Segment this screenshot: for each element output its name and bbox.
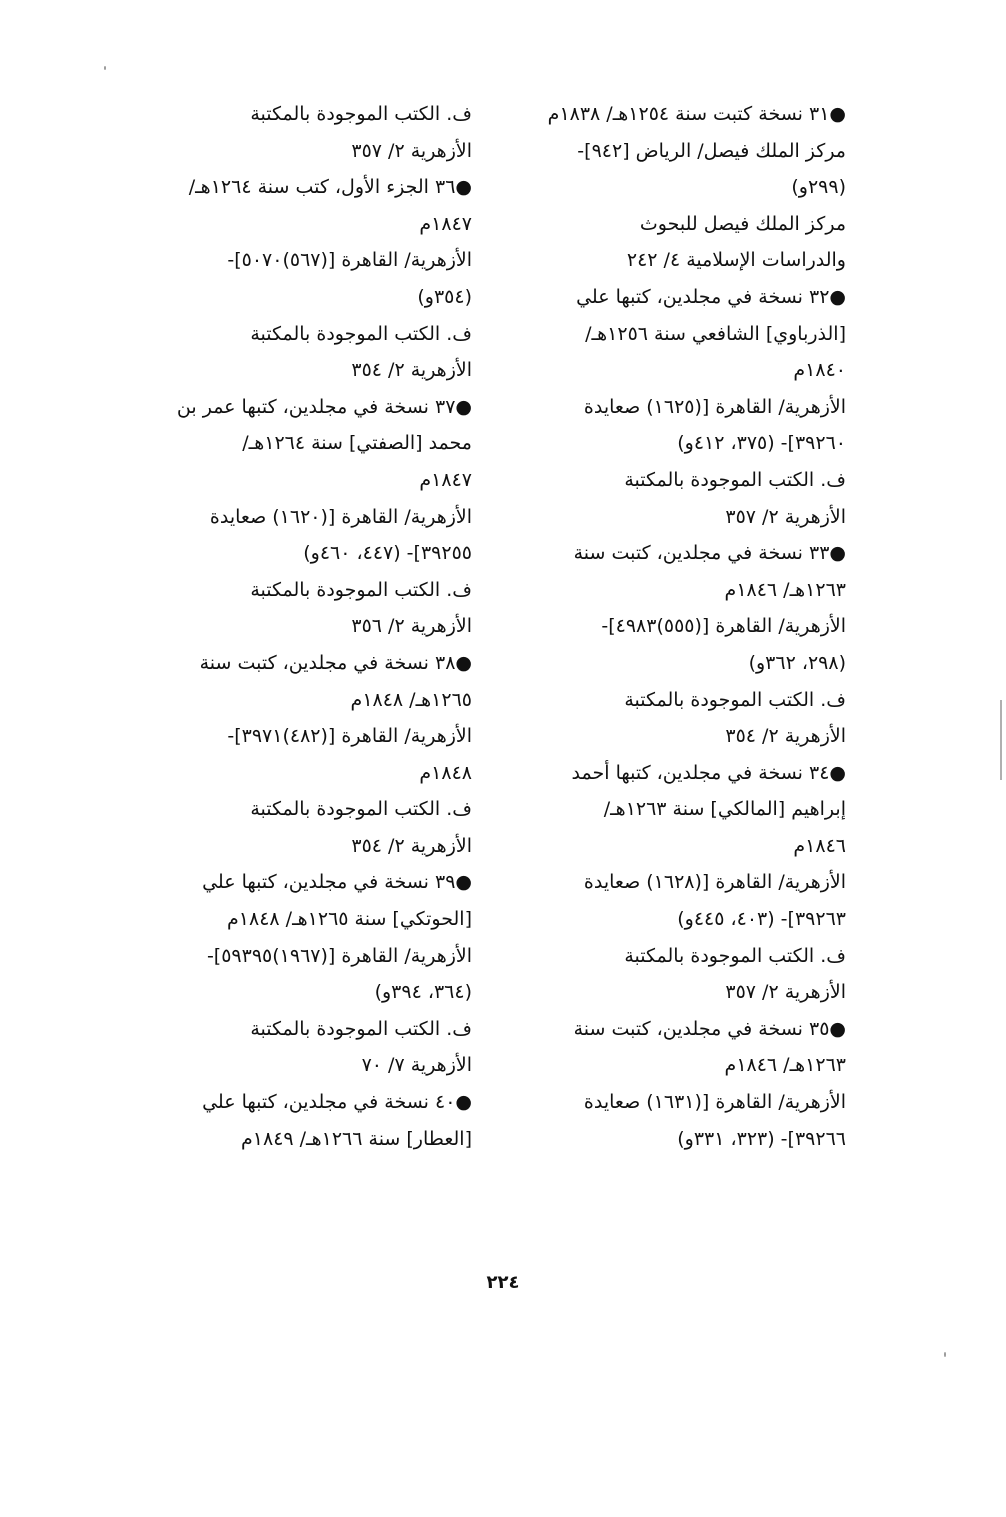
- text-line: ١٨٤٠م: [793, 359, 846, 382]
- page-number: ٢٢٤: [486, 1272, 520, 1293]
- text-line: ف. الكتب الموجودة بالمكتبة: [624, 688, 846, 711]
- text-line: الأزهرية ٢/ ٣٥٧: [725, 981, 846, 1004]
- text-line: ف. الكتب الموجودة بالمكتبة: [624, 944, 846, 967]
- text-line: ف. الكتب الموجودة بالمكتبة: [250, 798, 472, 821]
- text-line: الأزهرية ٢/ ٣٥٦: [351, 615, 472, 638]
- text-line: الأزهرية/ القاهرة [(٤٨٢)٣٩٧١]-: [227, 725, 472, 748]
- text-line: (٣٦٤، ٣٩٤و): [374, 981, 472, 1004]
- text-line: [العطار] سنة ١٢٦٦هـ/ ١٨٤٩م: [241, 1127, 472, 1150]
- text-line: ف. الكتب الموجودة بالمكتبة: [250, 578, 472, 601]
- text-line: ●٤٠ نسخة في مجلدين، كتبها علي: [202, 1091, 472, 1114]
- text-line: الأزهرية/ القاهرة [(١٩٦٧)٥٩٣٩٥]-: [206, 944, 472, 967]
- text-line: ٣٩٢٥٥]- (٤٤٧، ٤٦٠و): [303, 542, 472, 565]
- text-line: ●٣٥ نسخة في مجلدين، كتبت سنة: [573, 1017, 846, 1040]
- text-line: ٣٩٢٦٦]- (٣٢٣، ٣٣١و): [677, 1127, 846, 1150]
- text-line: ●٣٤ نسخة في مجلدين، كتبها أحمد: [571, 761, 846, 784]
- text-line: الأزهرية ٢/ ٣٥٤: [351, 834, 472, 857]
- text-line: (٣٥٤و): [417, 285, 472, 308]
- text-line: ١٢٦٣هـ/ ١٨٤٦م: [724, 578, 846, 601]
- left-column: [132, 96, 472, 1157]
- text-line: الأزهرية ٢/ ٣٥٧: [351, 139, 472, 162]
- scan-speck: [104, 66, 106, 70]
- text-line: ●٣٩ نسخة في مجلدين، كتبها علي: [202, 871, 472, 894]
- text-line: (٢٩٨، ٣٦٢و): [748, 651, 846, 674]
- text-line: ●٣٦ الجزء الأول، كتب سنة ١٢٦٤هـ/: [188, 176, 472, 199]
- text-line: ١٨٤٧م: [419, 212, 472, 235]
- text-line: ●٣٢ نسخة في مجلدين، كتبها علي: [576, 285, 846, 308]
- text-line: [الحوتكي] سنة ١٢٦٥هـ/ ١٨٤٨م: [227, 908, 472, 931]
- text-line: الأزهرية ٢/ ٣٥٧: [725, 505, 846, 528]
- text-line: ١٨٤٦م: [793, 834, 846, 857]
- scan-speck: [944, 1352, 946, 1357]
- text-line: ف. الكتب الموجودة بالمكتبة: [250, 1017, 472, 1040]
- text-line: ●٣٣ نسخة في مجلدين، كتبت سنة: [573, 542, 846, 565]
- text-line: ف. الكتب الموجودة بالمكتبة: [250, 103, 472, 125]
- text-line: ●٣٨ نسخة في مجلدين، كتبت سنة: [199, 651, 472, 674]
- text-line: [الذرباوي] الشافعي سنة ١٢٥٦هـ/: [585, 322, 846, 345]
- text-line: الأزهرية ٢/ ٣٥٤: [351, 359, 472, 382]
- text-line: محمد [الصفتي] سنة ١٢٦٤هـ/: [242, 432, 472, 455]
- text-line: مركز الملك فيصل/ الرياض [٩٤٢]-: [577, 139, 846, 162]
- text-line: الأزهرية/ القاهرة [(١٦٣١) صعايدة: [583, 1091, 846, 1114]
- text-line: الأزهرية/ القاهرة [(١٦٢٠) صعايدة: [209, 505, 472, 528]
- right-column: [516, 96, 846, 1157]
- text-line: ●٣٧ نسخة في مجلدين، كتبها عمر بن: [176, 395, 472, 418]
- text-line: ف. الكتب الموجودة بالمكتبة: [250, 322, 472, 345]
- text-line: ١٢٦٣هـ/ ١٨٤٦م: [724, 1054, 846, 1077]
- text-line: مركز الملك فيصل للبحوث: [639, 212, 846, 235]
- text-line: ١٨٤٨م: [419, 761, 472, 784]
- text-line: (٢٩٩و): [791, 176, 846, 199]
- text-line: الأزهرية/ القاهرة [(٥٥٥)٤٩٨٣]-: [601, 615, 846, 638]
- scan-edge-mark: [1000, 700, 1002, 780]
- text-line: ١٢٦٥هـ/ ١٨٤٨م: [350, 688, 472, 711]
- text-line: ٣٩٢٦٠]- (٣٧٥، ٤١٢و): [677, 432, 846, 455]
- text-line: الأزهرية/ القاهرة [(١٦٢٨) صعايدة: [583, 871, 846, 894]
- text-line: والدراسات الإسلامية ٤/ ٢٤٢: [626, 249, 846, 272]
- text-line: ٣٩٢٦٣]- (٤٠٣، ٤٤٥و): [677, 908, 846, 931]
- text-line: إبراهيم [المالكي] سنة ١٢٦٣هـ/: [603, 798, 846, 821]
- text-line: ●٣١ نسخة كتبت سنة ١٢٥٤هـ/ ١٨٣٨م: [547, 103, 846, 125]
- text-line: ف. الكتب الموجودة بالمكتبة: [624, 468, 846, 491]
- text-line: الأزهرية/ القاهرة [(٥٦٧)٥٠٧٠]-: [227, 249, 472, 272]
- text-line: الأزهرية ٢/ ٣٥٤: [725, 725, 846, 748]
- text-line: الأزهرية ٧/ ٧٠: [361, 1054, 472, 1077]
- text-line: الأزهرية/ القاهرة [(١٦٢٥) صعايدة: [583, 395, 846, 418]
- text-line: ١٨٤٧م: [419, 468, 472, 491]
